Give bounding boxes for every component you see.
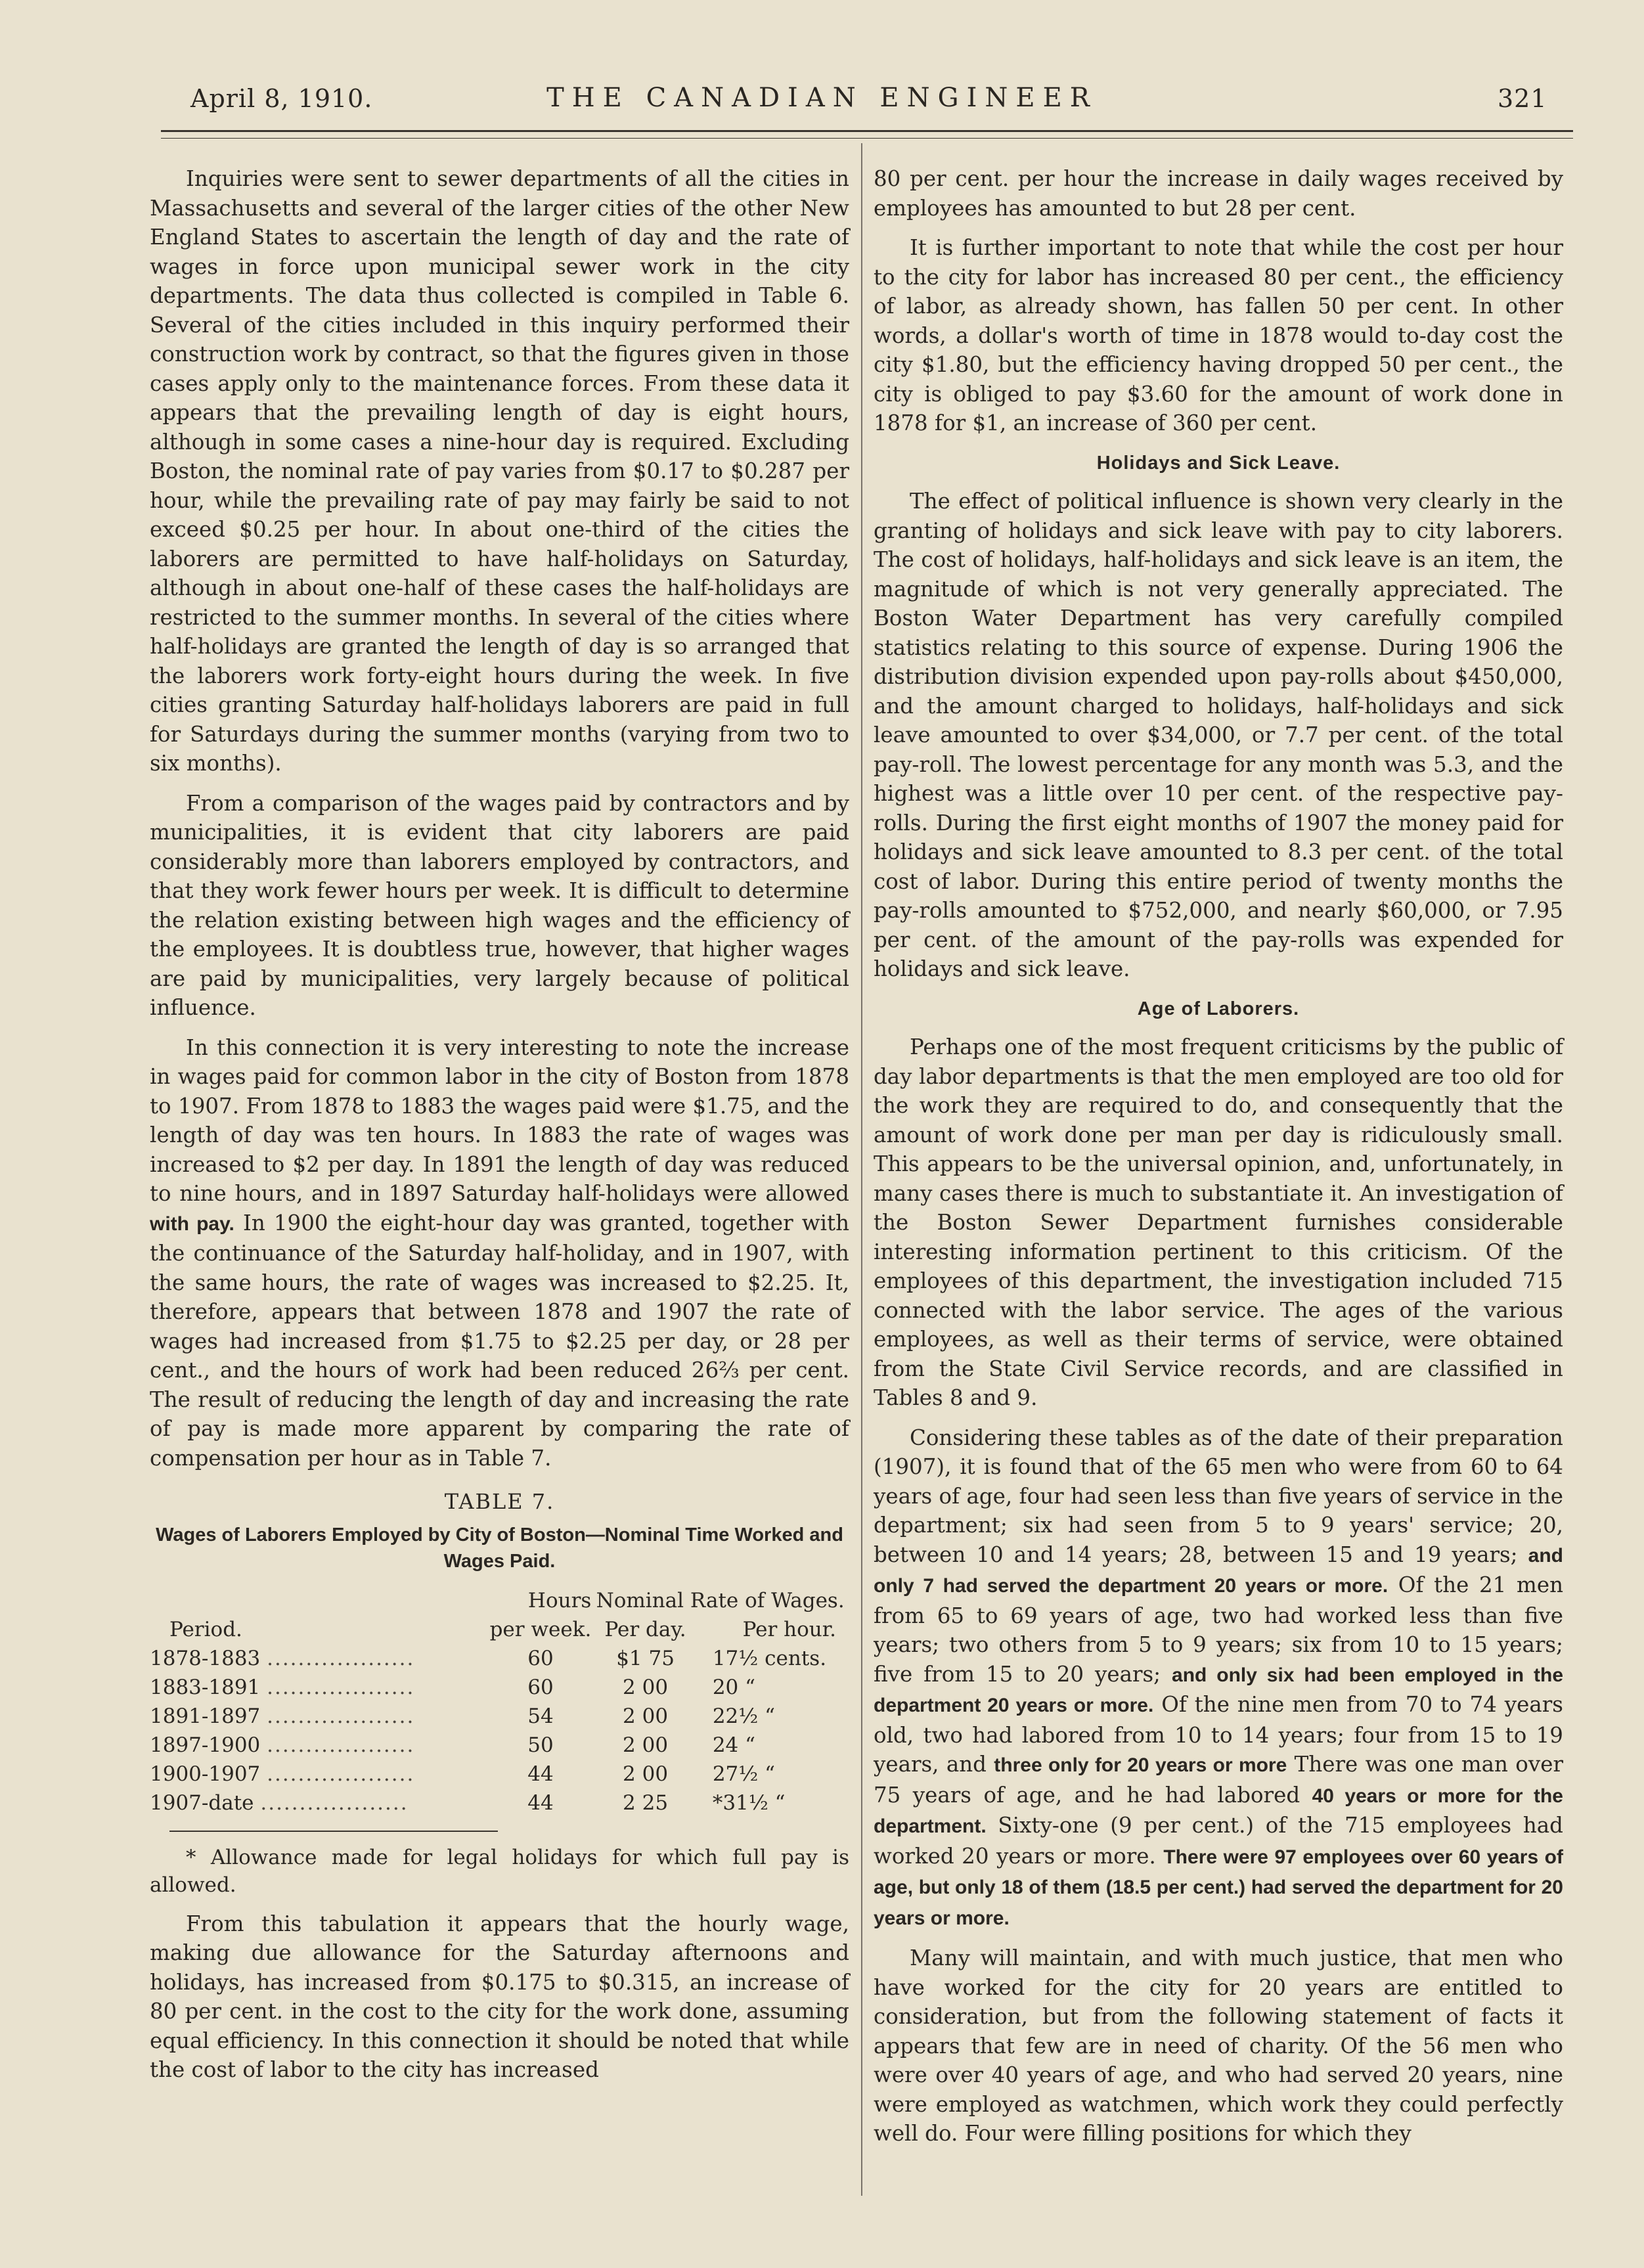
leader-dots: ................... <box>267 1762 415 1786</box>
left-column <box>150 164 849 2095</box>
cell-per-hour: 20 “ <box>712 1675 755 1699</box>
header-rule-thin <box>161 138 1573 139</box>
publication-title: THE CANADIAN ENGINEER <box>546 83 1098 113</box>
cell-period: 1883-1891 <box>150 1675 261 1699</box>
cell-per-hour: 27½ “ <box>712 1762 776 1786</box>
paragraph-boston-wages <box>150 1033 849 1473</box>
page-number: 321 <box>1498 84 1547 113</box>
header-rule-thick <box>161 130 1573 132</box>
leader-dots: ................... <box>267 1704 415 1728</box>
paragraph-charity: Many will maintain, and with much justice, that men who have worked for the city for 20 years are entitled to consideration, but from the following statement of facts it appears that few are in need of charity. Of the 56 men who were over 40 years of age, and who had served 20 years, nine were employed as watchmen, which work they could perfectly well do. Four were filling positions for which they <box>874 1946 1563 2146</box>
emphasis-text: and only six had been employed in the department 20 years or more. <box>874 1664 1564 1716</box>
table-row <box>150 1760 849 1789</box>
cell-period: 1878-1883 <box>150 1646 261 1670</box>
text-run: In 1900 the eight-hour day was granted, together with the continuance of the Saturday half-holiday, and in 1907, with the same hours, the rate of wages was increased to $2.25. It, therefore, appears that between 1878 and 1907 the rate of wages had increased from $1.75 to $2.25 per day, or 28 per cent., and the hours of work had been reduced 26⅔ per cent. The result of reducing the length of day and increasing the rate of pay is made more apparent by comparing the rate of compensation per hour as in Table 7. <box>150 1210 849 1471</box>
text-run: Of the 21 men from 65 to 69 years of age, two had worked less than five years; two others from 5 to 9 years; six from 10 to 15 years; five from 15 to 20 years; <box>874 1572 1563 1687</box>
emphasis-text: There were 97 employees over 60 years of age, but only 18 of them (18.5 per cent.) had served the department for 20 years or more. <box>874 1846 1563 1929</box>
text-run: In this connection it is very interesting to note the increase in wages paid for common labor in the city of Boston from 1878 to 1907. From 1878 to 1883 the wages paid were $1.75, and the length of day was ten hours. In 1883 the rate of wages was increased to $2 per day. In 1891 the length of day was reduced to nine hours, and in 1897 Saturday half-holidays were allowed <box>150 1034 849 1206</box>
heading-holidays-sick-leave: Holidays and Sick Leave. <box>1096 452 1341 474</box>
leader-dots: ................... <box>267 1675 415 1699</box>
cell-per-day: $1 75 <box>616 1646 675 1670</box>
emphasis-text: with pay. <box>150 1212 234 1235</box>
column-divider <box>861 143 862 2196</box>
cell-per-hour: 22½ “ <box>712 1704 776 1728</box>
cell-period: 1891-1897 <box>150 1704 261 1728</box>
text-run: Considering these tables as of the date of their preparation (1907), it is found that of the 65 men who were from 60 to 64 years of age, four had seen less than five years of service in the department; six had seen from 5 to 9 years' service; 20, between 10 and 14 years; 28, between 15 and 19 years; <box>874 1425 1563 1567</box>
leader-dots: ................... <box>260 1790 409 1815</box>
heading-age-of-laborers: Age of Laborers. <box>1137 998 1300 1019</box>
paragraph-hourly-wage: From this tabulation it appears that the hourly wage, making due allowance for the Saturday afternoons and holidays, has increased from $0.175 to $0.315, an increase of 80 per cent. in the cost to the city for the work done, assuming equal efficiency. In this connection it should be noted that while the cost of labor to the city has increased <box>150 1911 849 2082</box>
cell-period: 1907-date <box>150 1790 254 1815</box>
paragraph-efficiency: It is further important to note that while the cost per hour to the city for labor has increased 80 per cent., the efficiency of labor, as already shown, has fallen 50 per cent. In other words, a dollar's worth of time in 1878 would to-day cost the city $1.80, but the efficiency having dropped 50 per cent., the city is obliged to pay $3.60 for the amount of work done in 1878 for $1, an increase of 360 per cent. <box>874 235 1563 435</box>
cell-per-day: 2 00 <box>623 1762 669 1786</box>
text-run: There was one man over 75 years of age, and he had labored <box>874 1752 1563 1808</box>
text-run: Of the nine men from 70 to 74 years old, two had labored from 10 to 14 years; four from 15 to 19 years, and <box>874 1692 1563 1777</box>
text-run: Sixty-one (9 per cent.) of the 715 employees had worked 20 years or more. <box>874 1813 1563 1869</box>
table-row <box>150 1673 849 1702</box>
cell-per-day: 2 25 <box>623 1790 669 1815</box>
cell-per-hour: 17½ cents. <box>712 1646 827 1670</box>
paragraph-age-analysis <box>874 1423 1563 1934</box>
table-subheader-row <box>150 1615 849 1644</box>
header-period: Period. <box>169 1617 242 1641</box>
table-row <box>150 1702 849 1731</box>
cell-hours: 44 <box>527 1790 554 1815</box>
cell-hours: 44 <box>527 1762 554 1786</box>
table-row <box>150 1644 849 1673</box>
paragraph-inquiries: Inquiries were sent to sewer departments of all the cities in Massachusetts and several of the larger cities of the other New England States to ascertain the length of day and the rate of wages in force upon municipal sewer work in the city departments. The data thus collected is compiled in Table 6. Several of the cities included in this inquiry performed their construction work by contract, so that the figures given in those cases apply only to the maintenance forces. From these data it appears that the prevailing length of day is eight hours, although in some cases a nine-hour day is required. Excluding Boston, the nominal rate of pay varies from $0.17 to $0.287 per hour, while the prevailing rate of pay may fairly be said to not exceed $0.25 per hour. In about one-third of the cities the laborers are permitted to have half-holidays on Saturday, although in about one-half of these cases the half-holidays are restricted to the summer months. In several of the cities where half-holidays are granted the length of day is so arranged that the laborers work forty-eight hours during the week. In five cities granting Saturday half-holidays laborers are paid in full for Saturdays during the summer months (varying from two to six months). <box>150 166 849 776</box>
emphasis-text: 40 years or more for the department. <box>874 1785 1563 1837</box>
cell-period: 1897-1900 <box>150 1733 261 1757</box>
cell-per-day: 2 00 <box>623 1733 669 1757</box>
leader-dots: ................... <box>267 1733 415 1757</box>
emphasis-text: and only 7 had served the department 20 years or more. <box>874 1544 1563 1597</box>
table-header-row <box>150 1586 849 1615</box>
issue-date: April 8, 1910. <box>190 84 373 113</box>
table-row <box>150 1731 849 1760</box>
cell-per-hour: *31½ “ <box>712 1790 786 1815</box>
paragraph-criticisms: Perhaps one of the most frequent criticisms by the public of day labor departments is that the men employed are too old for the work they are required to do, and consequently that the amount of work done per man per day is ridiculously small. This appears to be the universal opinion, and, unfortunately, in many cases there is much to substantiate it. An investigation of the Boston Sewer Department furnishes considerable interesting information pertinent to this criticism. Of the employees of this department, the investigation included 715 connected with the labor service. The ages of the various employees, as well as their terms of service, were obtained from the State Civil Service records, and are classified in Tables 8 and 9. <box>874 1034 1563 1410</box>
paragraph-holidays: The effect of political influence is shown very clearly in the granting of holidays and sick leave with pay to city laborers. The cost of holidays, half-holidays and sick leave is an item, the magnitude of which is not very generally appreciated. The Boston Water Department has very carefully compiled statistics relating to this source of expense. During 1906 the distribution division expended upon pay-rolls about $450,000, and the amount charged to holidays, half-holidays and sick leave amounted to over $34,000, or 7.7 per cent. of the total pay-roll. The lowest percentage for any month was 5.3, and the highest was a little over 10 per cent. of the respective pay-rolls. During the first eight months of 1907 the money paid for holidays and sick leave amounted to 8.3 per cent. of the total cost of labor. During this entire period of twenty months the pay-rolls amounted to $752,000, and nearly $60,000, or 7.95 per cent. of the amount of the pay-rolls was expended for holidays and sick leave. <box>874 489 1563 981</box>
paragraph-contractor-comparison: From a comparison of the wages paid by contractors and by municipalities, it is evident that city laborers are paid considerably more than laborers employed by contractors, and that they work fewer hours per week. It is difficult to determine the relation existing between high wages and the efficiency of the employees. It is doubtless true, however, that higher wages are paid by municipalities, very largely because of political influence. <box>150 790 849 1020</box>
header-per-day: Per day. <box>604 1617 686 1641</box>
cell-per-day: 2 00 <box>623 1675 669 1699</box>
table-footnote: * Allowance made for legal holidays for which full pay is allowed. <box>150 1845 849 1897</box>
leader-dots: ................... <box>267 1646 415 1670</box>
cell-hours: 60 <box>527 1646 554 1670</box>
header-per-week: per week. <box>489 1617 592 1641</box>
table-row <box>150 1789 849 1817</box>
header-nominal-rate: Nominal Rate of Wages. <box>596 1588 845 1612</box>
table-label: TABLE 7. <box>444 1489 555 1514</box>
footnote-rule <box>169 1831 498 1832</box>
header-hours: Hours <box>527 1588 592 1612</box>
cell-hours: 60 <box>527 1675 554 1699</box>
header-per-hour: Per hour. <box>742 1617 836 1641</box>
cell-per-day: 2 00 <box>623 1704 669 1728</box>
cell-hours: 54 <box>527 1704 554 1728</box>
paragraph-daily-wages: 80 per cent. per hour the increase in daily wages received by employees has amounted to but 28 per cent. <box>874 166 1563 221</box>
cell-per-hour: 24 “ <box>712 1733 755 1757</box>
table-title: Wages of Laborers Employed by City of Boston—Nominal Time Worked and Wages Paid. <box>156 1524 843 1572</box>
emphasis-text: three only for 20 years or more <box>994 1754 1287 1776</box>
cell-hours: 50 <box>527 1733 554 1757</box>
cell-period: 1900-1907 <box>150 1762 261 1786</box>
wages-table <box>150 1586 849 1817</box>
right-column <box>874 164 1563 2159</box>
